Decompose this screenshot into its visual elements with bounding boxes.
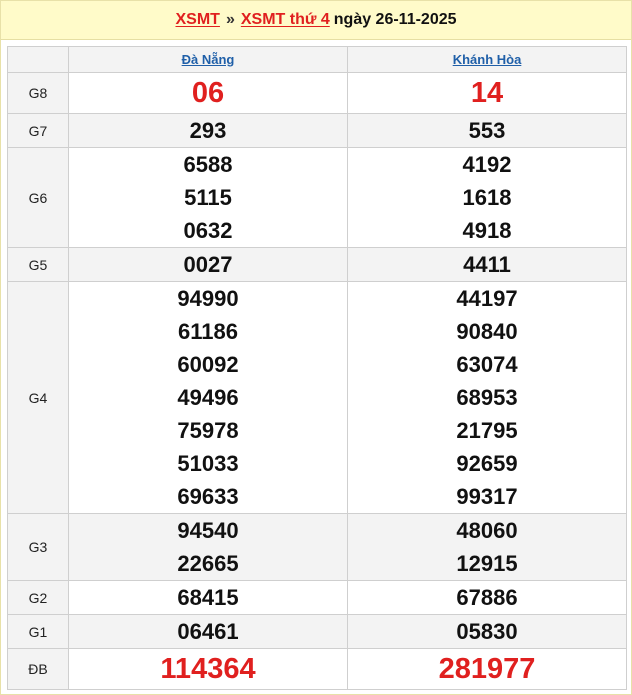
province-header-row bbox=[8, 47, 627, 73]
prize-row-g4 bbox=[8, 282, 627, 514]
prize-number: 06 bbox=[191, 77, 225, 109]
prize-row-g5 bbox=[8, 248, 627, 282]
prize-label: G8 bbox=[8, 73, 69, 114]
prize-number: 90840 bbox=[456, 319, 518, 344]
prize-number: 69633 bbox=[177, 484, 239, 509]
prize-cell bbox=[69, 148, 348, 248]
prize-number: 22665 bbox=[177, 551, 239, 576]
prize-number: 4192 bbox=[462, 152, 512, 177]
prize-number: 4411 bbox=[463, 252, 511, 277]
prize-number: 114364 bbox=[160, 653, 256, 685]
prize-number: 92659 bbox=[456, 451, 518, 476]
prize-number: 68415 bbox=[177, 585, 239, 610]
prize-cell bbox=[348, 282, 627, 514]
prize-number: 14 bbox=[470, 77, 504, 109]
prize-cell bbox=[348, 248, 627, 282]
prize-cell bbox=[69, 581, 348, 615]
prize-number: 61186 bbox=[178, 319, 238, 344]
prize-number: 05830 bbox=[456, 619, 518, 644]
prize-number: 44197 bbox=[456, 286, 518, 311]
breadcrumb-separator: » bbox=[225, 11, 235, 28]
prize-number: 553 bbox=[468, 118, 506, 143]
prize-number: 63074 bbox=[456, 352, 518, 377]
prize-cell bbox=[348, 649, 627, 690]
prize-cell bbox=[69, 282, 348, 514]
breadcrumb-xsmt-link[interactable]: XSMT bbox=[175, 11, 220, 28]
prize-label: G4 bbox=[8, 282, 69, 514]
prize-number: 94540 bbox=[177, 518, 239, 543]
prize-row-g8 bbox=[8, 73, 627, 114]
prize-rows bbox=[8, 73, 627, 690]
prize-number: 75978 bbox=[177, 418, 239, 443]
draw-date: ngày 26-11-2025 bbox=[333, 11, 457, 28]
prize-number: 0027 bbox=[183, 252, 233, 277]
province-link-danang[interactable]: Đà Nẵng bbox=[181, 52, 235, 67]
prize-row-g6 bbox=[8, 148, 627, 248]
breadcrumb bbox=[1, 1, 631, 40]
prize-label: G6 bbox=[8, 148, 69, 248]
prize-cell bbox=[69, 73, 348, 114]
prize-cell bbox=[348, 114, 627, 148]
prize-cell bbox=[348, 148, 627, 248]
prize-cell bbox=[348, 581, 627, 615]
prize-number: 4918 bbox=[462, 218, 512, 243]
prize-row-g2 bbox=[8, 581, 627, 615]
prize-number: 6588 bbox=[183, 152, 233, 177]
prize-label: G2 bbox=[8, 581, 69, 615]
prize-row-g1 bbox=[8, 615, 627, 649]
prize-cell bbox=[69, 615, 348, 649]
prize-number: 48060 bbox=[456, 518, 518, 543]
prize-number: 68953 bbox=[456, 385, 518, 410]
prize-label: G1 bbox=[8, 615, 69, 649]
prize-cell bbox=[69, 649, 348, 690]
prize-number: 21795 bbox=[456, 418, 518, 443]
prize-number: 49496 bbox=[177, 385, 239, 410]
prize-number: 281977 bbox=[438, 653, 536, 685]
prize-number: 51033 bbox=[177, 451, 239, 476]
prize-row-đb bbox=[8, 649, 627, 690]
prize-number: 94990 bbox=[177, 286, 239, 311]
province-header-danang bbox=[69, 47, 348, 73]
prize-cell bbox=[348, 514, 627, 581]
prize-cell bbox=[69, 248, 348, 282]
prize-label-header bbox=[8, 47, 69, 73]
prize-number: 67886 bbox=[456, 585, 518, 610]
prize-number: 293 bbox=[189, 118, 227, 143]
breadcrumb-xsmt-wednesday-link[interactable]: XSMT thứ 4 bbox=[240, 11, 330, 28]
prize-number: 60092 bbox=[177, 352, 239, 377]
prize-number: 12915 bbox=[456, 551, 518, 576]
prize-cell bbox=[69, 514, 348, 581]
prize-number: 5115 bbox=[184, 185, 232, 210]
province-link-khanhhoa[interactable]: Khánh Hòa bbox=[452, 52, 522, 67]
prize-cell bbox=[348, 73, 627, 114]
prize-row-g7 bbox=[8, 114, 627, 148]
province-header-khanhhoa bbox=[348, 47, 627, 73]
prize-cell bbox=[69, 114, 348, 148]
results-table bbox=[7, 46, 627, 690]
prize-number: 99317 bbox=[456, 484, 518, 509]
prize-label: G5 bbox=[8, 248, 69, 282]
prize-label: G7 bbox=[8, 114, 69, 148]
prize-label: ĐB bbox=[8, 649, 69, 690]
prize-label: G3 bbox=[8, 514, 69, 581]
prize-cell bbox=[348, 615, 627, 649]
prize-row-g3 bbox=[8, 514, 627, 581]
prize-number: 0632 bbox=[183, 218, 233, 243]
prize-number: 06461 bbox=[177, 619, 239, 644]
prize-number: 1618 bbox=[462, 185, 512, 210]
